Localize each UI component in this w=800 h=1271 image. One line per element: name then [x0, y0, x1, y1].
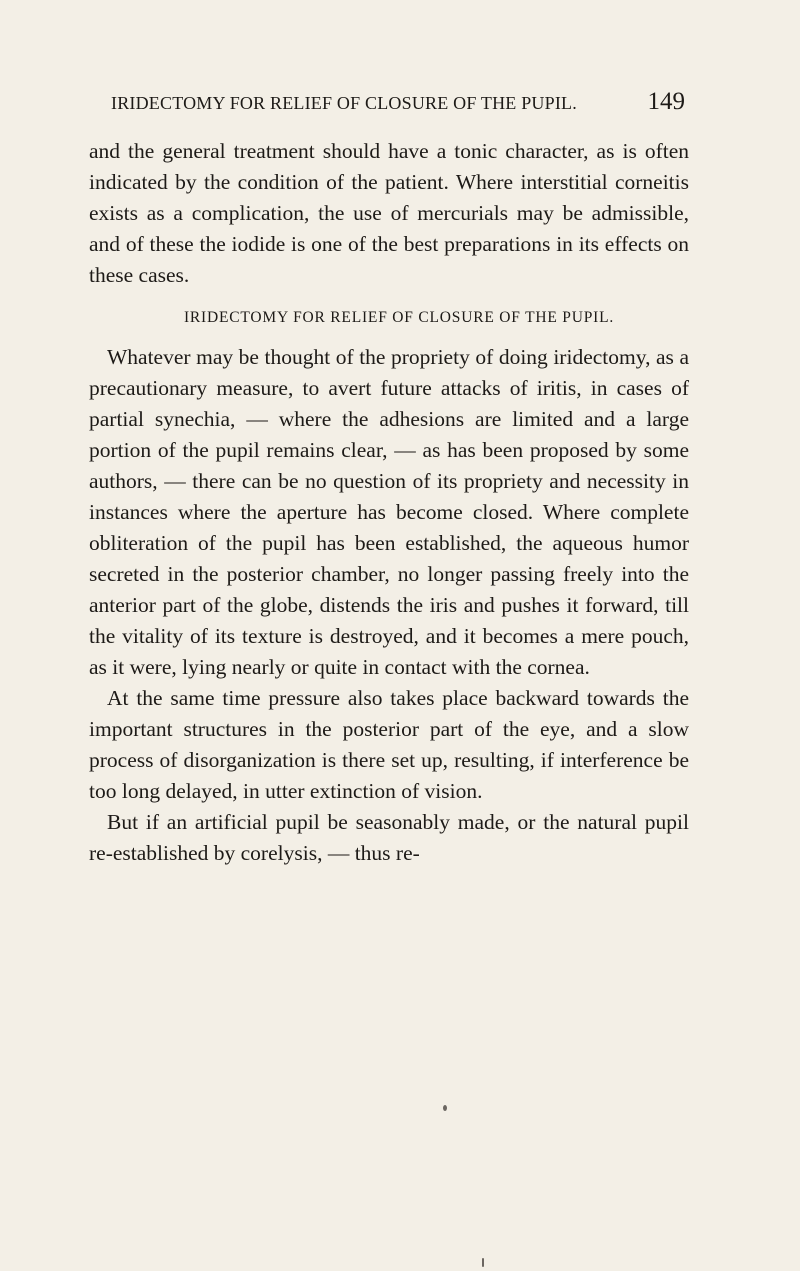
paragraph-whatever: Whatever may be thought of the propriety of doing iridectomy, as a precautionary measure, to avert future attacks of iritis, in cases of partial synechia, — where the adhesions are limited and a large portion of the pupil remains clear, — as has been proposed by some authors, — there can be no question of its propriety and necessity in instances where the aperture has become closed. Where complete obliteration of the pupil has been established, the aqueous humor secreted in the posterior chamber, no longer passing freely into the anterior part of the globe, distends the iris and pushes it forward, till the vitality of its texture is destroyed, and it becomes a mere pouch, as it were, lying nearly or quite in contact with the cornea.	[89, 345, 689, 679]
paragraph-pressure: At the same time pressure also takes place backward towards the important structures in the posterior part of the eye, and a slow process of disorganization is there set up, resulting, if interference be too long delayed, in utter extinction of vision.	[89, 686, 689, 803]
body-text	[89, 136, 689, 869]
paragraph-continued: and the general treatment should have a tonic character, as is often indicated by the condition of the patient. Where interstitial corneitis exists as a complication, the use of mercurials may be admissible, and of these the iodide is one of the best preparations in its effects on these cases.	[89, 139, 689, 287]
paper-speck	[443, 1105, 447, 1111]
paragraph-artificial-pupil: But if an artificial pupil be seasonably made, or the natural pupil re-established by corelysis, — thus re-	[89, 810, 689, 865]
section-heading: IRIDECTOMY FOR RELIEF OF CLOSURE OF THE PUPIL.	[183, 309, 615, 326]
page-number: 149	[647, 88, 685, 115]
paper-speck	[482, 1258, 484, 1267]
running-head	[111, 88, 685, 118]
running-head-title: IRIDECTOMY FOR RELIEF OF CLOSURE OF THE PUPIL.	[111, 93, 577, 113]
